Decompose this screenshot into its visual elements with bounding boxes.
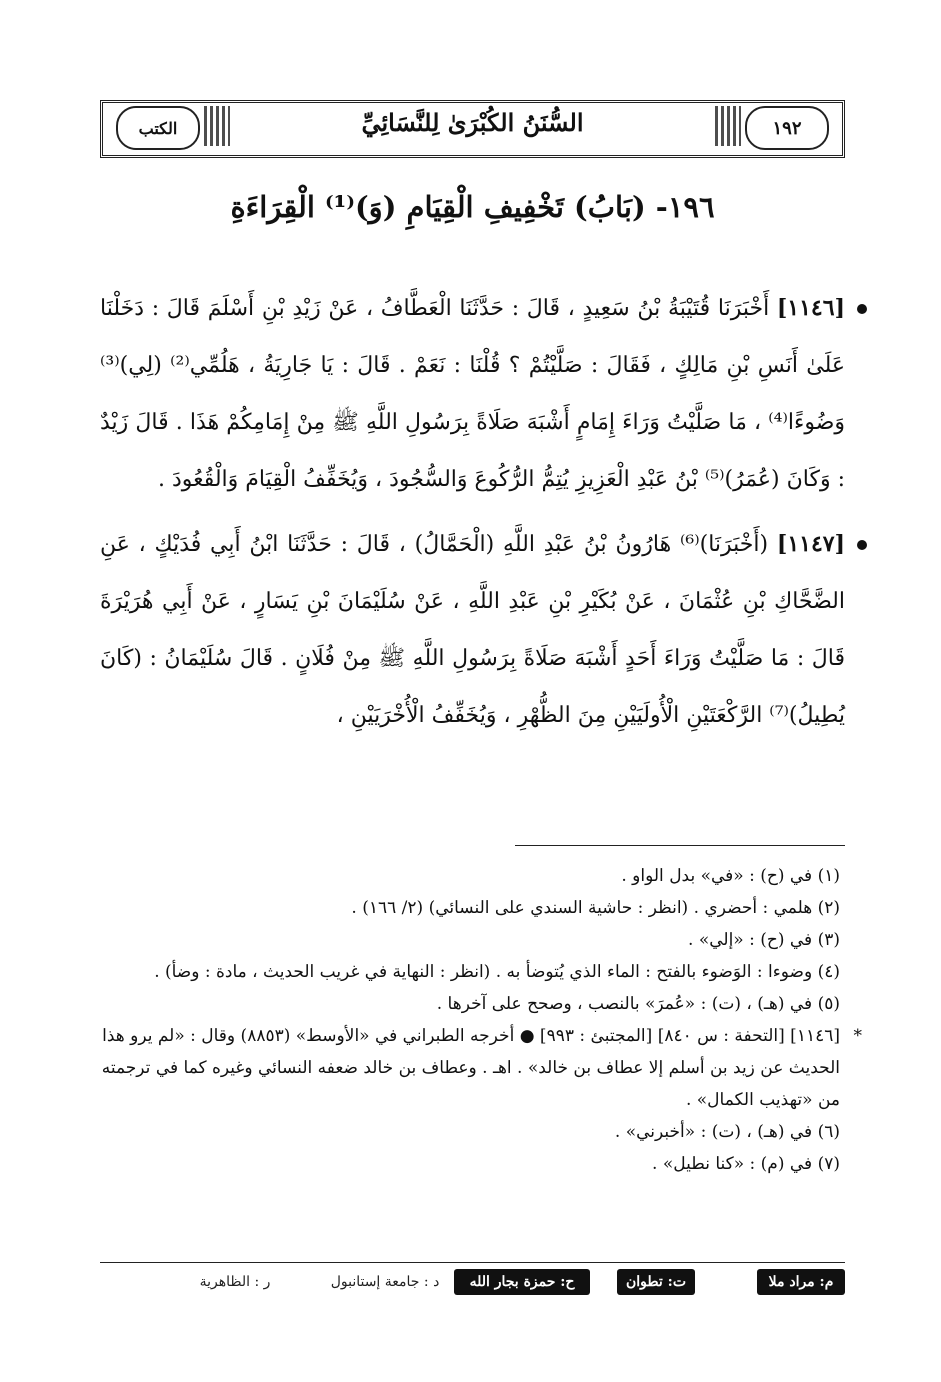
footnotes — [100, 860, 862, 1180]
footnote: (٤) وضوءا : الوَضوء بالفتح : الماء الذي يُتوضأ به . (انظر : النهاية في غريب الحديث ، مادة : وضأ) . — [154, 962, 840, 982]
hadith-text: (أَخْبَرَنَا)⁽⁶⁾ هَارُونُ بْنُ عَبْدِ اللَّهِ (الْحَمَّالُ) ، قَالَ : حَدَّثَنَا ابْنُ أَبِي فُدَيْكٍ ، عَنِ الضَّحَّاكِ بْنِ عُثْمَانَ ، عَنْ بُكَيْرِ بْنِ عَبْدِ اللَّهِ ، عَنْ سُلَيْمَانَ بْنِ يَسَارٍ ، عَنْ أَبِي هُرَيْرَةَ قَالَ : مَا صَلَّيْتُ وَرَاءَ أَحَدٍ أَشْبَهَ صَلَاةً بِرَسُولِ اللَّهِ ﷺ مِنْ فُلَانٍ . قَالَ سُلَيْمَانُ : (كَانَ يُطِيلُ)⁽⁷⁾ الرَّكْعَتَيْنِ الْأُولَيَيْنِ مِنَ الظُّهْرِ ، وَيُخَفِّفُ الْأُخْرَيَيْنِ ، — [100, 532, 845, 728]
publisher-logo: الكتب — [116, 106, 200, 150]
footnote: (٧) في (م) : «كنا نطيل» . — [652, 1154, 840, 1174]
hadith-paragraph — [100, 516, 845, 744]
bullet-icon — [857, 540, 867, 550]
manuscript-d: د : جامعة إستانبول — [330, 1274, 440, 1290]
hadith-number: [١١٤٧] — [776, 531, 845, 557]
page-number: ١٩٢ — [745, 106, 829, 150]
chapter-title: ١٩٦- (بَابُ) تَخْفِيفِ الْقِيَامِ (وَ)⁽¹⁾ الْقِرَاءَةِ — [230, 190, 715, 224]
footnote: (٦) في (هـ) ، (ت) : «أخبرني» . — [614, 1122, 840, 1142]
manuscript-m: م: مراد ملا — [757, 1269, 845, 1295]
footnote-separator — [515, 845, 845, 846]
manuscript-legend — [100, 1262, 845, 1301]
book-title: السُّنَنُ الكُبْرَىٰ لِلنَّسَائِيِّ — [361, 108, 584, 137]
footnote: (٥) في (هـ) ، (ت) : «عُمرَ» بالنصب ، وصحح على آخرها . — [436, 994, 840, 1014]
header-ornament-left — [204, 106, 230, 146]
footnote: (٢) هلمي : أحضري . (انظر : حاشية السندي على النسائي) (٢/ ١٦٦) . — [351, 898, 840, 918]
header-ornament-right — [715, 106, 741, 146]
hadith-text: أَخْبَرَنَا قُتَيْبَةُ بْنُ سَعِيدٍ ، قَالَ : حَدَّثَنَا الْعَطَّافُ ، عَنْ زَيْدِ بْنِ أَسْلَمَ قَالَ : دَخَلْنَا عَلَىٰ أَنَسِ بْنِ مَالِكٍ ، فَقَالَ : صَلَّيْتُمْ ؟ قُلْنَا : نَعَمْ . قَالَ : يَا جَارِيَةُ ، هَلُمِّي⁽²⁾ (لِي)⁽³⁾ وَضُوءًا⁽⁴⁾ ، مَا صَلَّيْتُ وَرَاءَ إِمَامٍ أَشْبَهَ صَلَاةً بِرَسُولِ اللَّهِ ﷺ مِنْ إِمَامِكُمْ هَذَا . قَالَ زَيْدٌ : وَكَانَ (عُمَرُ)⁽⁵⁾ بْنُ عَبْدِ الْعَزِيزِ يُتِمُّ الرُّكُوعَ وَالسُّجُودَ ، وَيُخَفِّفُ الْقِيَامَ وَالْقُعُودَ . — [100, 296, 845, 492]
bullet-icon — [857, 304, 867, 314]
asterisk-icon: * — [853, 1026, 862, 1046]
manuscript-r: ر : الظاهرية — [199, 1274, 271, 1290]
hadith-number: [١١٤٦] — [776, 295, 845, 321]
takhrij-text: [١١٤٦] [التحفة : س ٨٤٠] [المجتبئ : ٩٩٣] ● أخرجه الطبراني في «الأوسط» (٨٨٥٣) وقال : «لم يرو هذا الحديث عن زيد بن أسلم إلا عطاف بن خالد» . اهـ . وعطاف بن خالد ضعفه النسائي وغيره كما في ترجمته من «تهذيب الكمال» . — [101, 1026, 840, 1110]
manuscript-t: ت: تطوان — [617, 1269, 695, 1295]
footnote: (٣) في (ح) : «إلي» . — [688, 930, 840, 950]
main-text — [100, 280, 845, 752]
running-header — [100, 100, 845, 158]
hadith-paragraph — [100, 280, 845, 508]
manuscript-h: ح: حمزة بجار الله — [454, 1269, 590, 1295]
takhrij-note — [100, 1020, 862, 1116]
footnote: (١) في (ح) : «في» بدل الواو . — [621, 866, 840, 886]
